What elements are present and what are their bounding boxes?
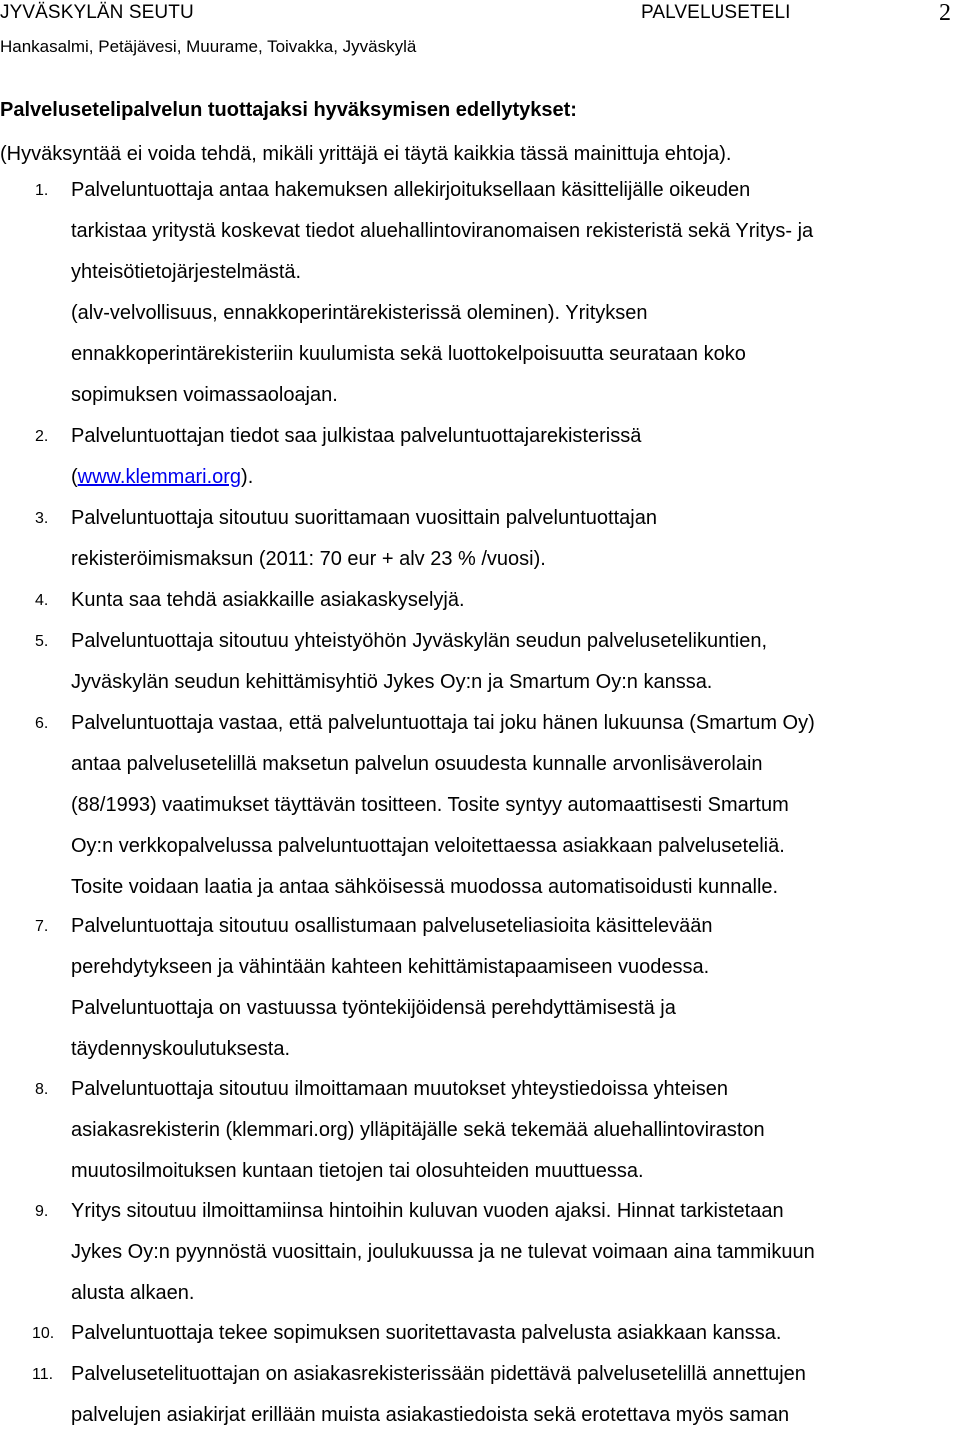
list-item-number: 8. <box>35 1081 49 1098</box>
list-item-line: ennakkoperintärekisteriin kuulumista sekä luottokelpoisuutta seurataan koko <box>71 343 746 365</box>
header-document-title: PALVELUSETELI <box>641 2 791 23</box>
list-item-line: Palveluntuottaja sitoutuu yhteistyöhön Jyväskylän seudun palvelusetelikuntien, <box>71 630 767 652</box>
list-item-line: perehdytykseen ja vähintään kahteen kehittämistapaamiseen vuodessa. <box>71 956 710 978</box>
page-header <box>0 0 960 30</box>
list-item-number: 5. <box>35 633 49 650</box>
list-item-line: täydennyskoulutuksesta. <box>71 1038 291 1060</box>
list-item-line: Palveluntuottaja on vastuussa työntekijöidensä perehdyttämisestä ja <box>71 997 676 1019</box>
list-item-line: tarkistaa yritystä koskevat tiedot aluehallintoviranomaisen rekisteristä sekä Yritys- ja <box>71 220 814 242</box>
list-item-number: 10. <box>32 1325 55 1342</box>
list-item-line: Tosite voidaan laatia ja antaa sähköisessä muodossa automatisoidusti kunnalle. <box>71 876 779 898</box>
list-item-line: rekisteröimismaksun (2011: 70 eur + alv 23 % /vuosi). <box>71 548 546 570</box>
link-close-paren: ). <box>241 466 254 488</box>
list-item-line: Palveluntuottaja sitoutuu suorittamaan vuosittain palveluntuottajan <box>71 507 657 529</box>
list-item-line: Palveluntuottajan tiedot saa julkistaa palveluntuottajarekisterissä <box>71 425 642 447</box>
section-heading: Palvelusetelipalvelun tuottajaksi hyväksymisen edellytykset: <box>0 99 577 121</box>
list-item-line: Palveluntuottaja tekee sopimuksen suoritettavasta palvelusta asiakkaan kanssa. <box>71 1322 782 1344</box>
list-item-number: 9. <box>35 1203 49 1220</box>
list-item-line: alusta alkaen. <box>71 1282 195 1304</box>
page-number: 2 <box>939 0 951 26</box>
list-item-line: antaa palvelusetelillä maksetun palvelun osuudesta kunnalle arvonlisäverolain <box>71 753 763 775</box>
list-item-line: yhteisötietojärjestelmästä. <box>71 261 302 283</box>
list-item-line: Palveluntuottaja vastaa, että palveluntuottaja tai joku hänen lukuunsa (Smartum Oy) <box>71 712 815 734</box>
klemmari-link[interactable]: www.klemmari.org <box>77 466 242 488</box>
list-item-number: 11. <box>32 1366 54 1383</box>
list-item-line: asiakasrekisterin (klemmari.org) ylläpitäjälle sekä tekemää aluehallintoviraston <box>71 1119 765 1141</box>
list-item-number: 1. <box>35 182 49 199</box>
list-item-number: 6. <box>35 715 49 732</box>
list-item-line: Palveluntuottaja sitoutuu osallistumaan palveluseteliasioita käsittelevään <box>71 915 713 937</box>
list-item-line: Palvelusetelituottajan on asiakasrekisterissään pidettävä palvelusetelillä annettujen <box>71 1363 806 1385</box>
header-region-title: JYVÄSKYLÄN SEUTU <box>0 2 194 23</box>
list-item-line: (alv-velvollisuus, ennakkoperintärekisterissä oleminen). Yrityksen <box>71 302 648 324</box>
list-item-line: Oy:n verkkopalvelussa palveluntuottajan veloitettaessa asiakkaan palveluseteliä. <box>71 835 785 857</box>
list-item-number: 3. <box>35 510 49 527</box>
link-open-paren: ( <box>71 466 78 488</box>
list-item-line: Yritys sitoutuu ilmoittamiinsa hintoihin kuluvan vuoden ajaksi. Hinnat tarkistetaan <box>71 1200 784 1222</box>
list-item-line: Palveluntuottaja sitoutuu ilmoittamaan muutokset yhteystiedoissa yhteisen <box>71 1078 729 1100</box>
list-item-line: sopimuksen voimassaoloajan. <box>71 384 338 406</box>
intro-paragraph: (Hyväksyntää ei voida tehdä, mikäli yrittäjä ei täytä kaikkia tässä mainittuja ehtoja). <box>0 143 732 165</box>
list-item-number: 7. <box>35 918 49 935</box>
list-item-number: 2. <box>35 428 49 445</box>
list-item-line: Palveluntuottaja antaa hakemuksen allekirjoituksellaan käsittelijälle oikeuden <box>71 179 751 201</box>
list-item-link-line <box>71 457 253 498</box>
list-item-line: (88/1993) vaatimukset täyttävän tositteen. Tosite syntyy automaattisesti Smartum <box>71 794 789 816</box>
list-item-line: muutosilmoituksen kuntaan tietojen tai olosuhteiden muuttuessa. <box>71 1160 644 1182</box>
list-item-line: palvelujen asiakirjat erillään muista asiakastiedoista sekä erotettava myös saman <box>71 1404 790 1426</box>
list-item-line: Kunta saa tehdä asiakkaille asiakaskyselyjä. <box>71 589 465 611</box>
list-item-line: Jykes Oy:n pyynnöstä vuosittain, joulukuussa ja ne tulevat voimaan aina tammikuun <box>71 1241 815 1263</box>
list-item-line: Jyväskylän seudun kehittämisyhtiö Jykes Oy:n ja Smartum Oy:n kanssa. <box>71 671 713 693</box>
header-municipalities: Hankasalmi, Petäjävesi, Muurame, Toivakka, Jyväskylä <box>0 37 417 56</box>
list-item-number: 4. <box>35 592 49 609</box>
